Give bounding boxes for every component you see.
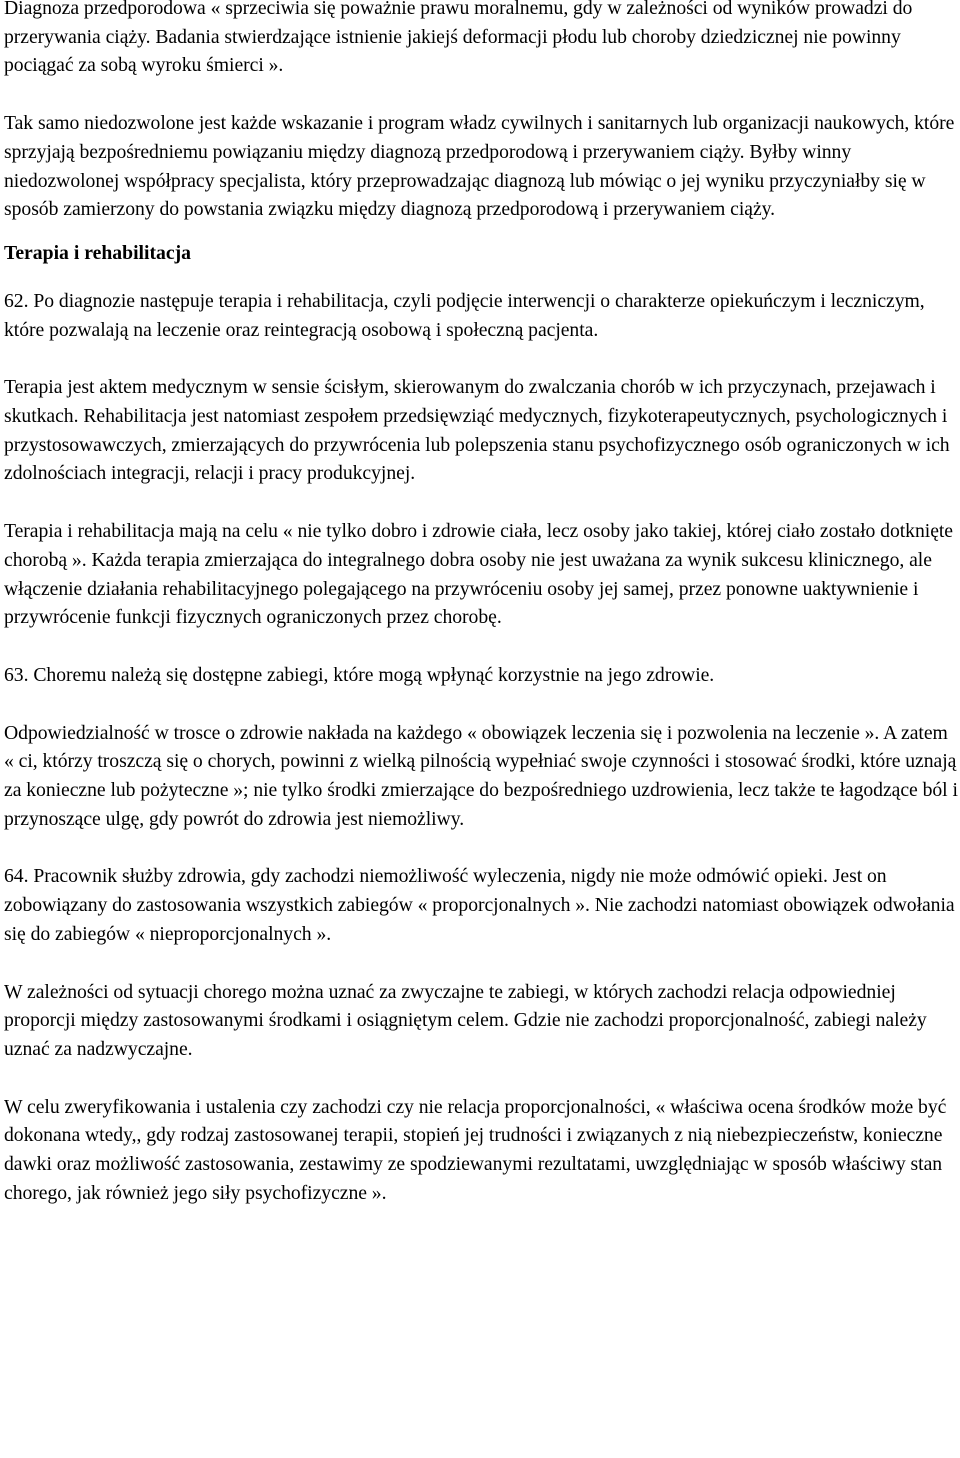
paragraph-prenatal-diagnosis: Diagnoza przedporodowa « sprzeciwia się poważnie prawu moralnemu, gdy w zależności od wyników prowadzi do przerywania ciąży. Badania stwierdzające istnienie jakiejś deformacji płodu lub choroby dziedzicznej nie powinny pociągać za sobą wyroku śmierci ». [4, 0, 913, 77]
paragraph-therapy-goal: Terapia i rehabilitacja mają na celu « nie tylko dobro i zdrowie ciała, lecz osoby jako takiej, której ciało zostało dotknięte chorobą ». Każda terapia zmierzająca do integralnego dobra osoby nie jest uważana za wynik sukcesu klinicznego, ale włączenie działania rehabilitacyjnego polegającego na przywróceniu osoby jej samej, przez ponowne uaktywnienie i przywrócenie funkcji fizycznych ograniczonych przez chorobę. [4, 520, 953, 629]
paragraph-ordinary-means: W zależności od sytuacji chorego można uznać za zwyczajne te zabiegi, w których zachodzi relacja odpowiedniej proporcji między zastosowanymi środkami i osiągniętym celem. Gdzie nie zachodzi proporcjonalność, zabiegi należy uznać za nadzwyczajne. [4, 980, 927, 1060]
paragraph-responsibility: Odpowiedzialność w trosce o zdrowie nakłada na każdego « obowiązek leczenia się i pozwolenia na leczenie ». A zatem « ci, którzy troszczą się o chorych, powinni z wielką pilnością wypełniać swoje czynności i stosować środki, które uznają za konieczne lub pożyteczne »; nie tylko środki zmierzające do bezpośredniego uzdrowienia, lecz także te łagodzące ból i przynoszące ulgę, gdy powrót do zdrowia jest niemożliwy. [4, 721, 958, 830]
paragraph-civil-authorities: Tak samo niedozwolone jest każde wskazanie i program władz cywilnych i sanitarnych lub organizacji naukowych, które sprzyjają bezpośredniemu powiązaniu między diagnozą przedporodową i przerywaniem ciąży. Byłby winny niedozwolonej współpracy specjalista, który przeprowadzając diagnozą lub mówiąc o jej wyniku przyczyniałby się w sposób zamierzony do powstania związku między diagnozą przedporodową i przerywaniem ciąży. [4, 112, 955, 221]
paragraph-verification: W celu zweryfikowania i ustalenia czy zachodzi czy nie relacja proporcjonalności, « właściwa ocena środków może być dokonana wtedy,, gdy rodzaj zastosowanej terapii, stopień jej trudności i związanych z nią niebezpieczeństw, konieczne dawki oraz możliwość zastosowania, zestawimy ze spodziewanymi rezultatami, uwzględniając w sposób właściwy stan chorego, jak również jego siły psychofizyczne ». [4, 1095, 947, 1204]
section-heading: Terapia i rehabilitacja [4, 241, 192, 264]
paragraph-62: 62. Po diagnozie następuje terapia i rehabilitacja, czyli podjęcie interwencji o charakterze opiekuńczym i leczniczym, które pozwalają na leczenie oraz reintegracją osobową i społeczną pacjenta. [4, 289, 925, 341]
paragraph-therapy-act: Terapia jest aktem medycznym w sensie ścisłym, skierowanym do zwalczania chorób w ich przyczynach, przejawach i skutkach. Rehabilitacja jest natomiast zespołem przedsięwziąć medycznych, fizykoterapeutycznych, psychologicznych i przystosowawczych, zmierzających do przywrócenia lub polepszenia stanu psychofizycznego osób ograniczonych w ich zdolnościach integracji, relacji i pracy produkcyjnej. [4, 376, 950, 485]
paragraph-64: 64. Pracownik służby zdrowia, gdy zachodzi niemożliwość wyleczenia, nigdy nie może odmówić opieki. Jest on zobowiązany do zastosowania wszystkich zabiegów « proporcjonalnych ». Nie zachodzi natomiast obowiązek odwołania się do zabiegów « nieproporcjonalnych ». [4, 865, 955, 945]
document-page [4, 0, 958, 1208]
paragraph-63: 63. Choremu należą się dostępne zabiegi, które mogą wpłynąć korzystnie na jego zdrowie. [4, 663, 715, 686]
